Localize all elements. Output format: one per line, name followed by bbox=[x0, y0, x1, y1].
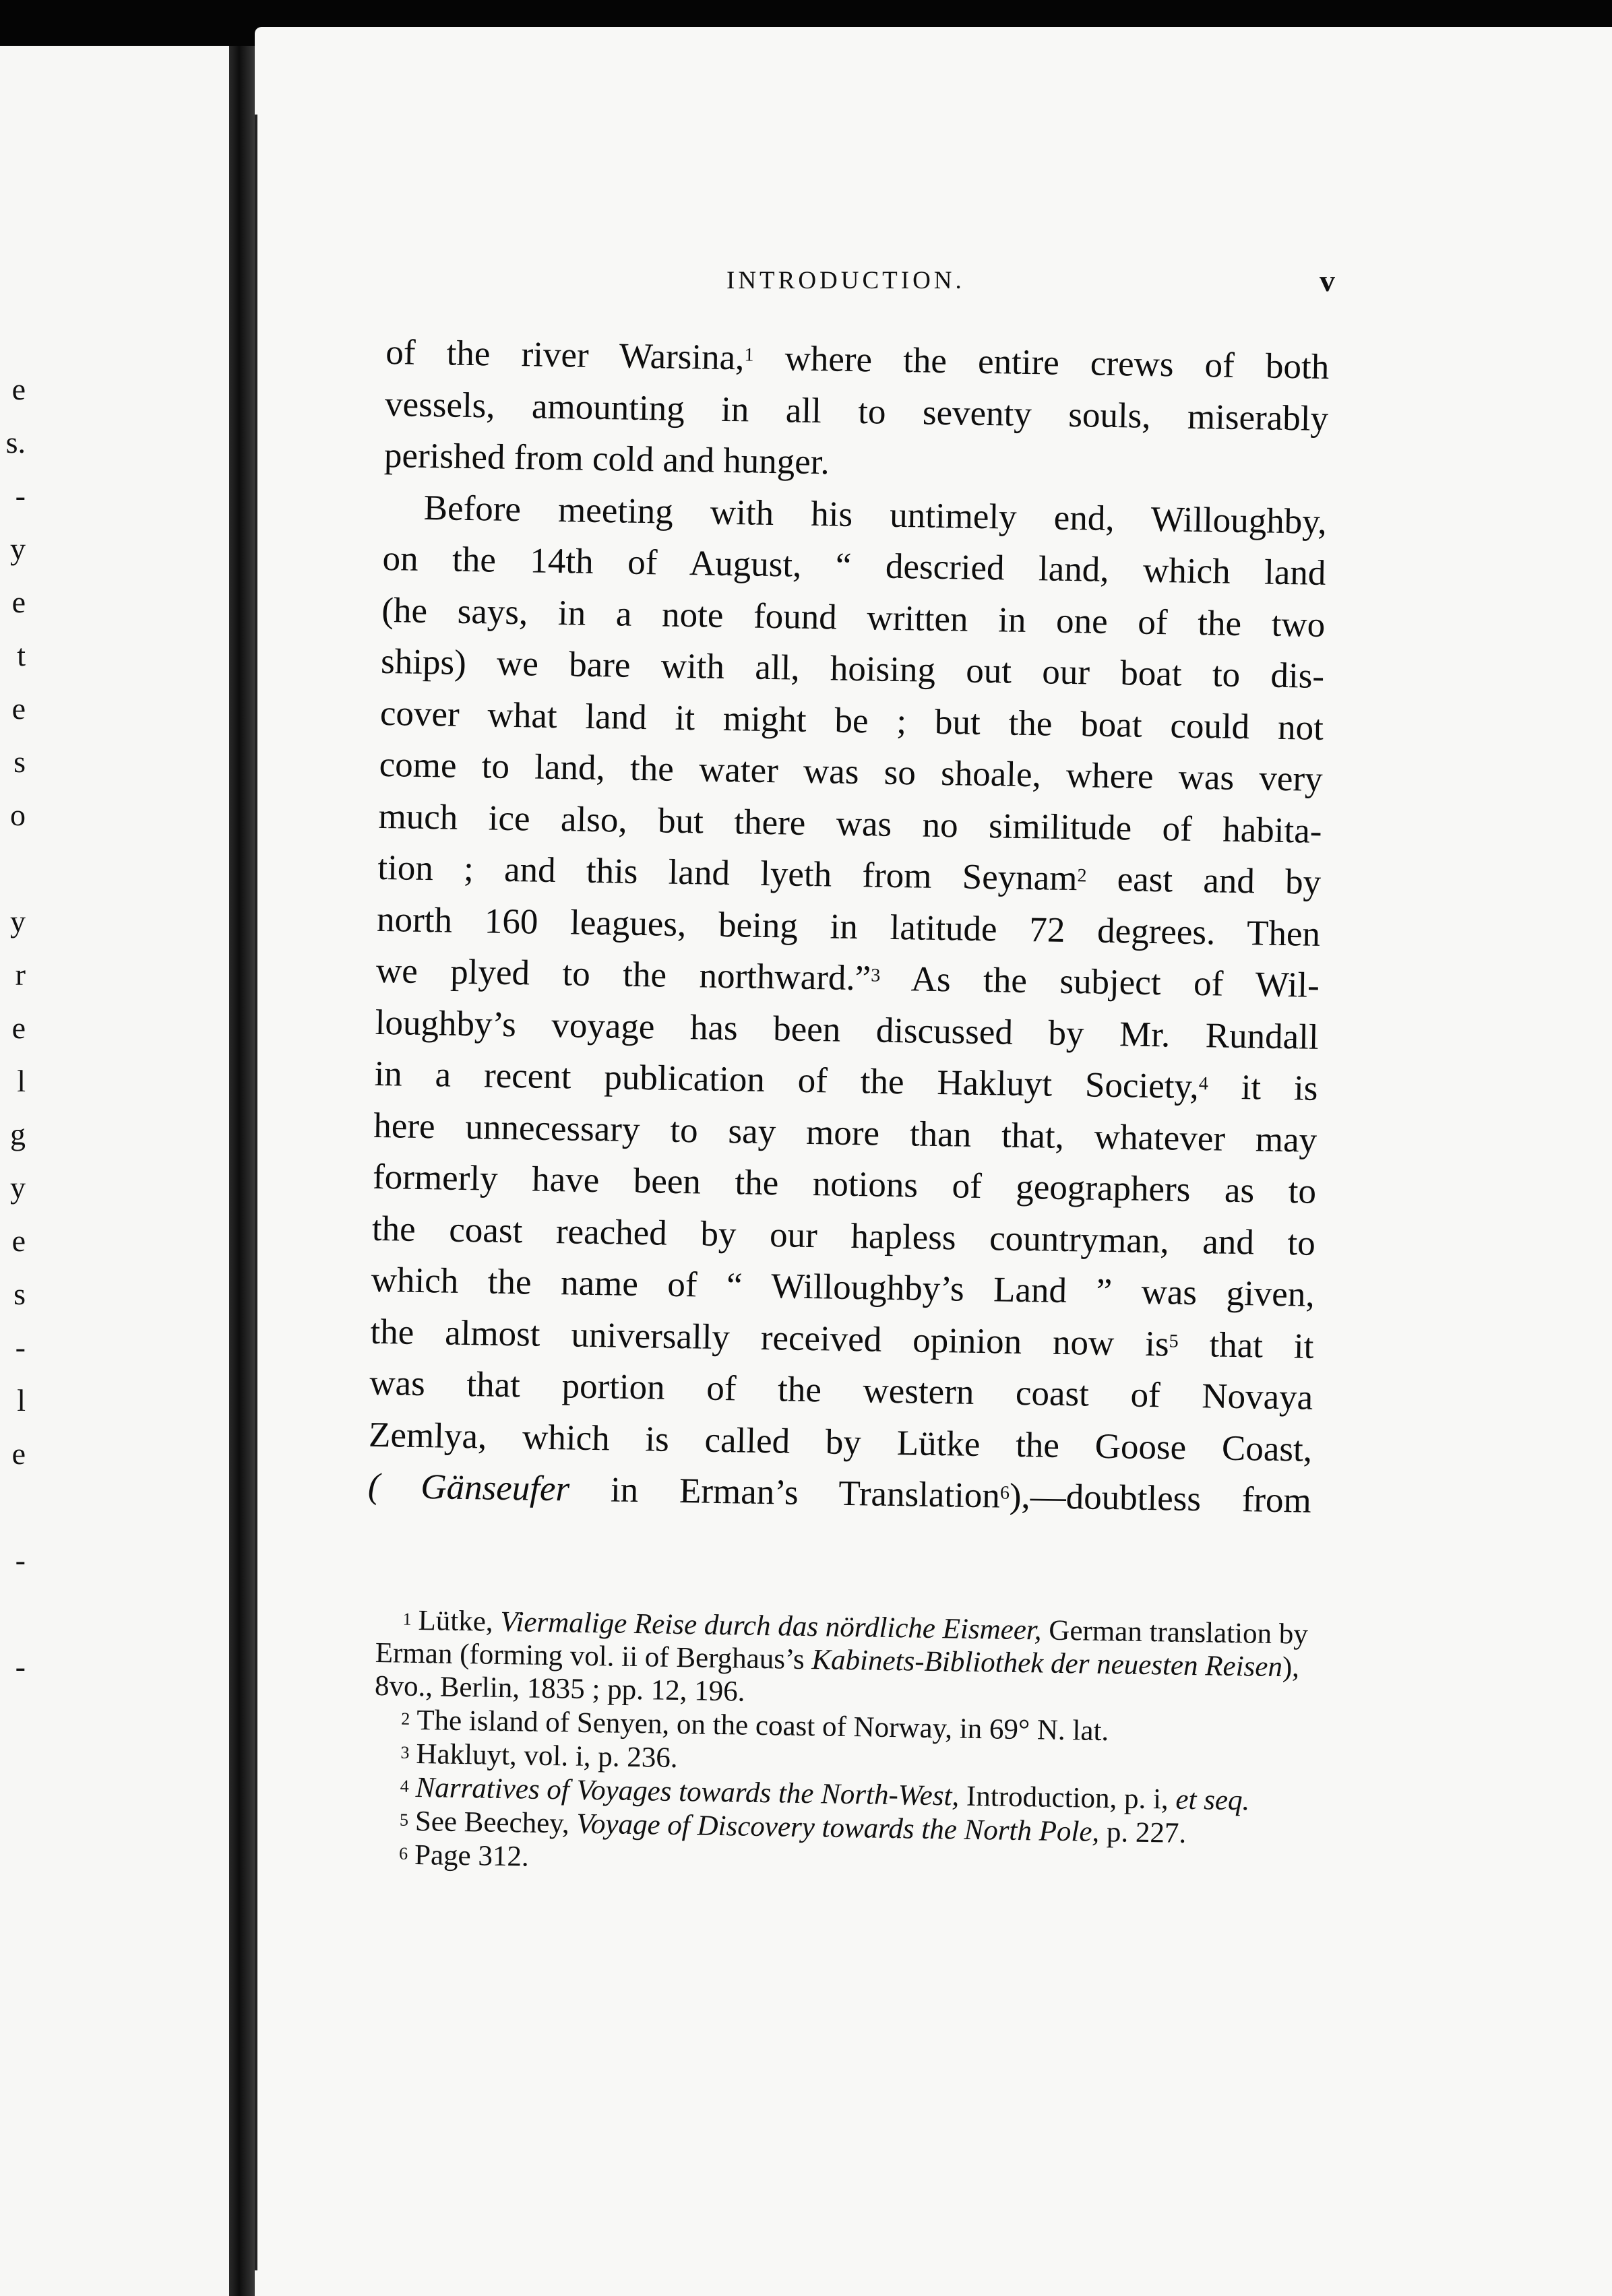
fragment: y bbox=[10, 532, 26, 566]
text-line: on the 14th of August, “ descried land, which land bbox=[382, 538, 1326, 593]
right-page bbox=[255, 27, 1612, 2296]
left-page-text-fragments bbox=[0, 362, 26, 1693]
fragment: - bbox=[15, 1649, 26, 1684]
fragment bbox=[0, 1587, 26, 1640]
text-line: tion ; and this land lyeth from Seynam$^2$ east and by bbox=[377, 848, 1322, 902]
book-gutter bbox=[229, 46, 255, 2296]
fragment: s bbox=[13, 1277, 26, 1311]
text-line: come to land, the water was so shoale, where was very bbox=[379, 744, 1324, 799]
fragment: e bbox=[11, 1011, 26, 1045]
fragment: y bbox=[10, 904, 26, 938]
fragment: e bbox=[11, 691, 26, 726]
text-line: of the river Warsina,$^1$ where the entire crews of both bbox=[385, 332, 1330, 387]
text-line: the almost universally received opinion now $is^5$ that it bbox=[370, 1312, 1314, 1366]
footnote-5: $^5$ See Beechey, Voyage of Discovery towards the North Pole, p. 227. bbox=[399, 1805, 1187, 1849]
fragment: g bbox=[10, 1117, 26, 1151]
text-line: much ice also, but there was no similitude of habita- bbox=[378, 796, 1322, 851]
footnote-4: $^4$ Narratives of Voyages towards the North-West, Introduction, p. i, et seq. bbox=[400, 1771, 1250, 1817]
body-text bbox=[367, 327, 1329, 1527]
text-line: formerly have been the notions of geographers as to bbox=[372, 1157, 1317, 1211]
fragment: - bbox=[15, 478, 26, 513]
footnotes bbox=[372, 1603, 1320, 1886]
text-line: Zemlya, which is called by Lütke the Goose Coast, bbox=[368, 1415, 1313, 1469]
fragment: y bbox=[10, 1170, 26, 1205]
text-line: the coast reached by our hapless countryman, and to bbox=[371, 1209, 1316, 1263]
text-line: vessels, amounting in all to seventy souls, miserably bbox=[384, 384, 1329, 439]
fragment: s bbox=[13, 744, 26, 779]
footnote-3: $^3$ Hakluyt, vol. i, p. 236. bbox=[400, 1737, 679, 1775]
left-page-edge bbox=[0, 46, 229, 2296]
fragment: e bbox=[11, 1223, 26, 1258]
running-head: INTRODUCTION. bbox=[726, 267, 965, 294]
fragment: t bbox=[17, 638, 26, 672]
text-line: we plyed to the northward.”$^3$ As the subject of Wil- bbox=[375, 951, 1320, 1005]
fragment: - bbox=[15, 1330, 26, 1364]
text-line: which the name of “ Willoughby’s Land ” was given, bbox=[371, 1260, 1315, 1314]
footnote-6: $^6$ Page 312. bbox=[398, 1839, 530, 1873]
text-line: here unnecessary to say more than that, whatever may bbox=[373, 1106, 1318, 1160]
text-line: (he says, in a note found written in one of the two bbox=[381, 590, 1326, 645]
fragment: e bbox=[11, 1436, 26, 1471]
fragment: l bbox=[17, 1064, 26, 1098]
footnote-2: $^2$ The island of Senyen, on the coast of Norway, in 69° N. lat. bbox=[401, 1704, 1109, 1748]
text-line: was that portion of the western coast of Novaya bbox=[369, 1363, 1313, 1417]
fragment: l bbox=[17, 1383, 26, 1417]
text-line: in a recent publication of the Hakluyt Society,$^4$ it is bbox=[374, 1054, 1318, 1108]
fragment: s. bbox=[5, 425, 26, 459]
text-line: ( Gänseufer in Erman’s Translation$^6$),—doubtless from bbox=[367, 1466, 1312, 1521]
text-line: ships) we bare with all, hoising out our boat to dis- bbox=[380, 641, 1325, 696]
text-line: loughby’s voyage has been discussed by Mr. Rundall bbox=[375, 1002, 1320, 1057]
fragment bbox=[0, 1480, 26, 1533]
fragment: e bbox=[11, 585, 26, 619]
text-line: Before meeting with his untimely end, Willoughby, bbox=[423, 488, 1328, 542]
text-line: cover what land it might be ; but the boat could not bbox=[379, 693, 1324, 748]
footnote-1: $^1$ Lütke, Viermalige Reise durch das nördliche Eismeer, German translation by Erman (forming vol. ii of Berghaus’s Kabinets-Bibliothek der neuesten Reisen), 8vo., Berlin, 1835 ; pp. 12, 196. bbox=[374, 1604, 1309, 1708]
text-line: perished from cold and hunger. bbox=[383, 435, 830, 482]
fragment: - bbox=[15, 1543, 26, 1577]
page-number: v bbox=[1320, 263, 1335, 298]
fragment: r bbox=[15, 957, 26, 992]
fragment bbox=[0, 841, 26, 895]
fragment: e bbox=[11, 372, 26, 406]
text-line: north 160 leagues, being in latitude 72 degrees. Then bbox=[376, 899, 1321, 954]
fragment: o bbox=[10, 798, 26, 832]
spine-shadow-line bbox=[255, 115, 257, 2270]
